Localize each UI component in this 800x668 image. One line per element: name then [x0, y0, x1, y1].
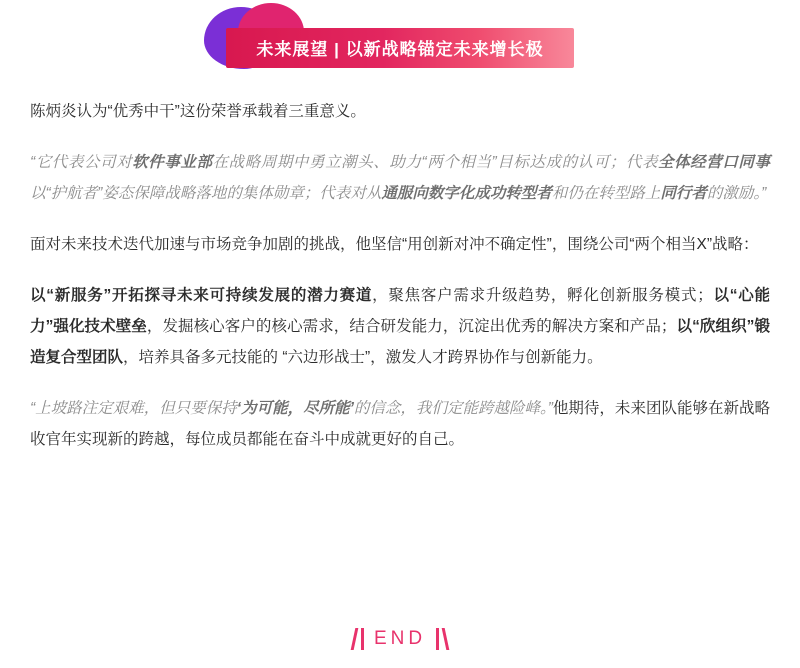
end-mark [0, 628, 800, 650]
strategy-part-1: ，聚焦客户需求升级趋势，孵化创新服务模式； [372, 287, 713, 304]
paragraph-challenge-text: 面对未来技术迭代加速与市场竞争加剧的挑战，他坚信“用创新对冲不确定性”，围绕公司“两个相当X”战略： [30, 236, 759, 253]
strategy-emphasis-3: 以“欣组织”锻造复合型团队 [30, 318, 770, 366]
closing-quote-emphasis [237, 400, 354, 417]
strategy-part-3: ，培养具备多元技能的 “六边形战士”，激发人才跨界协作与创新能力。 [123, 349, 603, 366]
closing-quote-part-2: 的信念，我们定能跨越险峰。” [353, 400, 553, 417]
closing-quote-part-1: “上坡路注定艰难，但只要保持 [30, 400, 237, 417]
quote-part-5: 的激励。” [706, 185, 767, 202]
paragraph-closing [30, 393, 770, 455]
quote-emphasis-4: 同行者 [660, 185, 707, 202]
article-body [0, 96, 800, 455]
quote-emphasis-1: 软件事业部 [132, 154, 213, 171]
quote-emphasis-3: 通服向数字化成功转型者 [381, 185, 552, 202]
tick-icon [442, 628, 450, 650]
quote-part-2: 在战略周期中勇立潮头、助力“两个相当”目标达成的认可；代表 [212, 154, 659, 171]
paragraph-intro-text: 陈炳炎认为“优秀中干”这份荣誉承载着三重意义。 [30, 103, 366, 120]
quote-part-1: “它代表公司对 [30, 154, 133, 171]
end-mark-left-ticks [353, 628, 364, 650]
section-banner [0, 0, 800, 96]
closing-plain-text: 他期待，未来团队能够在新战略收官年实现新的跨越，每位成员都能在奋斗中成就更好的自己。 [30, 400, 770, 448]
quote-emphasis-2: 全体经营口同事 [658, 154, 770, 171]
tick-icon [436, 628, 439, 650]
closing-quote-emphasis-text: ‘为可能，尽所能’ [236, 400, 354, 417]
tick-icon [361, 628, 364, 650]
quote-part-3: 以“护航者”姿态保障战略落地的集体勋章；代表对从 [30, 185, 382, 202]
banner-title: 未来展望 | 以新战略锚定未来增长极 [226, 28, 573, 68]
banner-graphic [226, 29, 573, 67]
end-label: END [373, 628, 427, 649]
strategy-emphasis-2: 以“心能力”强化技术壁垒 [30, 287, 770, 335]
paragraph-challenge [30, 229, 770, 260]
quote-part-4: 和仍在转型路上 [551, 185, 661, 202]
tick-icon [351, 628, 359, 650]
end-mark-right-ticks [436, 628, 447, 650]
paragraph-intro [30, 96, 770, 127]
strategy-part-2: ，发掘核心客户的核心需求，结合研发能力，沉淀出优秀的解决方案和产品； [146, 318, 677, 335]
paragraph-strategy [30, 280, 770, 373]
paragraph-quote-meaning [30, 147, 770, 209]
strategy-emphasis-1: 以“新服务”开拓探寻未来可持续发展的潜力赛道 [30, 287, 373, 304]
